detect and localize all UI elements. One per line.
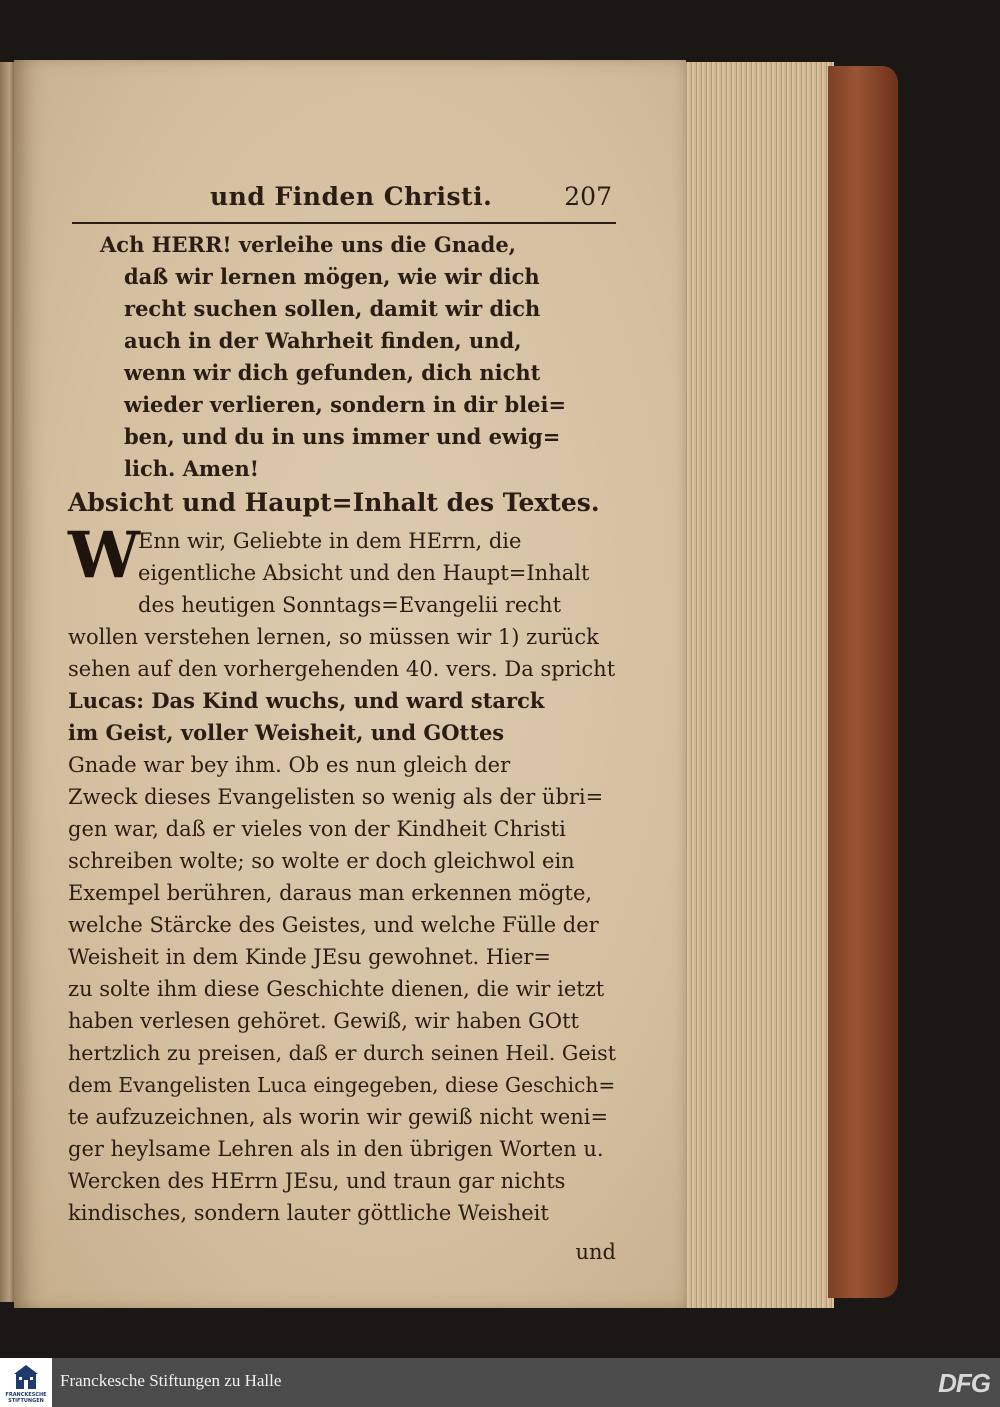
running-head: und Finden Christi. xyxy=(210,182,493,211)
prayer-line: daß wir lernen mögen, wie wir dich xyxy=(124,264,540,289)
prayer-line: wenn wir dich gefunden, dich nicht xyxy=(124,360,541,385)
body-line: Weisheit in dem Kinde JEsu gewohnet. Hier= xyxy=(68,945,551,969)
body-line: eigentliche Absicht und den Haupt=Inhalt xyxy=(138,561,590,585)
body-line: Wercken des HErrn JEsu, und traun gar nichts xyxy=(68,1169,566,1193)
body-line: Enn wir, Geliebte in dem HErrn, die xyxy=(138,529,522,553)
catchword: und xyxy=(575,1240,616,1264)
body-line: Zweck dieses Evangelisten so wenig als der übri= xyxy=(68,785,604,809)
orphanage-building-icon xyxy=(13,1363,39,1391)
page-block-edge xyxy=(682,62,834,1308)
body-line: des heutigen Sonntags=Evangelii recht xyxy=(138,593,562,617)
book-page xyxy=(14,60,686,1308)
prayer-line: wieder verlieren, sondern in dir blei= xyxy=(124,392,567,417)
prayer-line: Ach HERR! verleihe uns die Gnade, xyxy=(100,232,516,257)
body-line: zu solte ihm diese Geschichte dienen, die wir ietzt xyxy=(68,977,605,1001)
body-line: Gnade war bey ihm. Ob es nun gleich der xyxy=(68,753,511,777)
body-line: haben verlesen gehöret. Gewiß, wir haben GOtt xyxy=(68,1009,579,1033)
body-line: kindisches, sondern lauter göttliche Weisheit xyxy=(68,1201,549,1225)
body-line: gen war, daß er vieles von der Kindheit Christi xyxy=(68,817,566,841)
logo-text: FRANCKESCHE STIFTUNGEN xyxy=(5,1392,47,1404)
body-line: schreiben wolte; so wolte er doch gleichwol ein xyxy=(68,849,575,873)
body-line: sehen auf den vorhergehenden 40. vers. Da spricht xyxy=(68,657,616,681)
book-cover xyxy=(828,66,898,1298)
body-line: Lucas: Das Kind wuchs, und ward starck xyxy=(68,688,545,713)
body-line: im Geist, voller Weisheit, und GOttes xyxy=(68,720,505,745)
drop-cap: W xyxy=(68,518,140,593)
viewer-footer xyxy=(0,1358,1000,1407)
prayer-line: auch in der Wahrheit finden, und, xyxy=(124,328,522,353)
prayer-line: ben, und du in uns immer und ewig= xyxy=(124,424,561,449)
section-heading: Absicht und Haupt=Inhalt des Textes. xyxy=(68,488,600,517)
dfg-logo[interactable]: DFG xyxy=(938,1368,990,1398)
body-line: welche Stärcke des Geistes, und welche Fülle der xyxy=(68,913,599,937)
body-line: dem Evangelisten Luca eingegeben, diese Geschich= xyxy=(68,1073,616,1097)
body-line: wollen verstehen lernen, so müssen wir 1) zurück xyxy=(68,625,599,649)
page-number: 207 xyxy=(564,182,612,211)
body-line: te aufzuzeichnen, als worin wir gewiß nicht weni= xyxy=(68,1105,609,1129)
prayer-line: recht suchen sollen, damit wir dich xyxy=(124,296,541,321)
prayer-line: lich. Amen! xyxy=(124,456,259,481)
page-header xyxy=(72,178,616,224)
body-line: hertzlich zu preisen, daß er durch seinen Heil. Geist xyxy=(68,1041,616,1065)
body-line: Exempel berühren, daraus man erkennen mögte, xyxy=(68,881,593,905)
body-line: ger heylsame Lehren als in den übrigen Worten u. xyxy=(68,1137,604,1161)
institution-link[interactable]: Franckesche Stiftungen zu Halle xyxy=(60,1371,282,1390)
institution-logo[interactable] xyxy=(0,1358,52,1407)
